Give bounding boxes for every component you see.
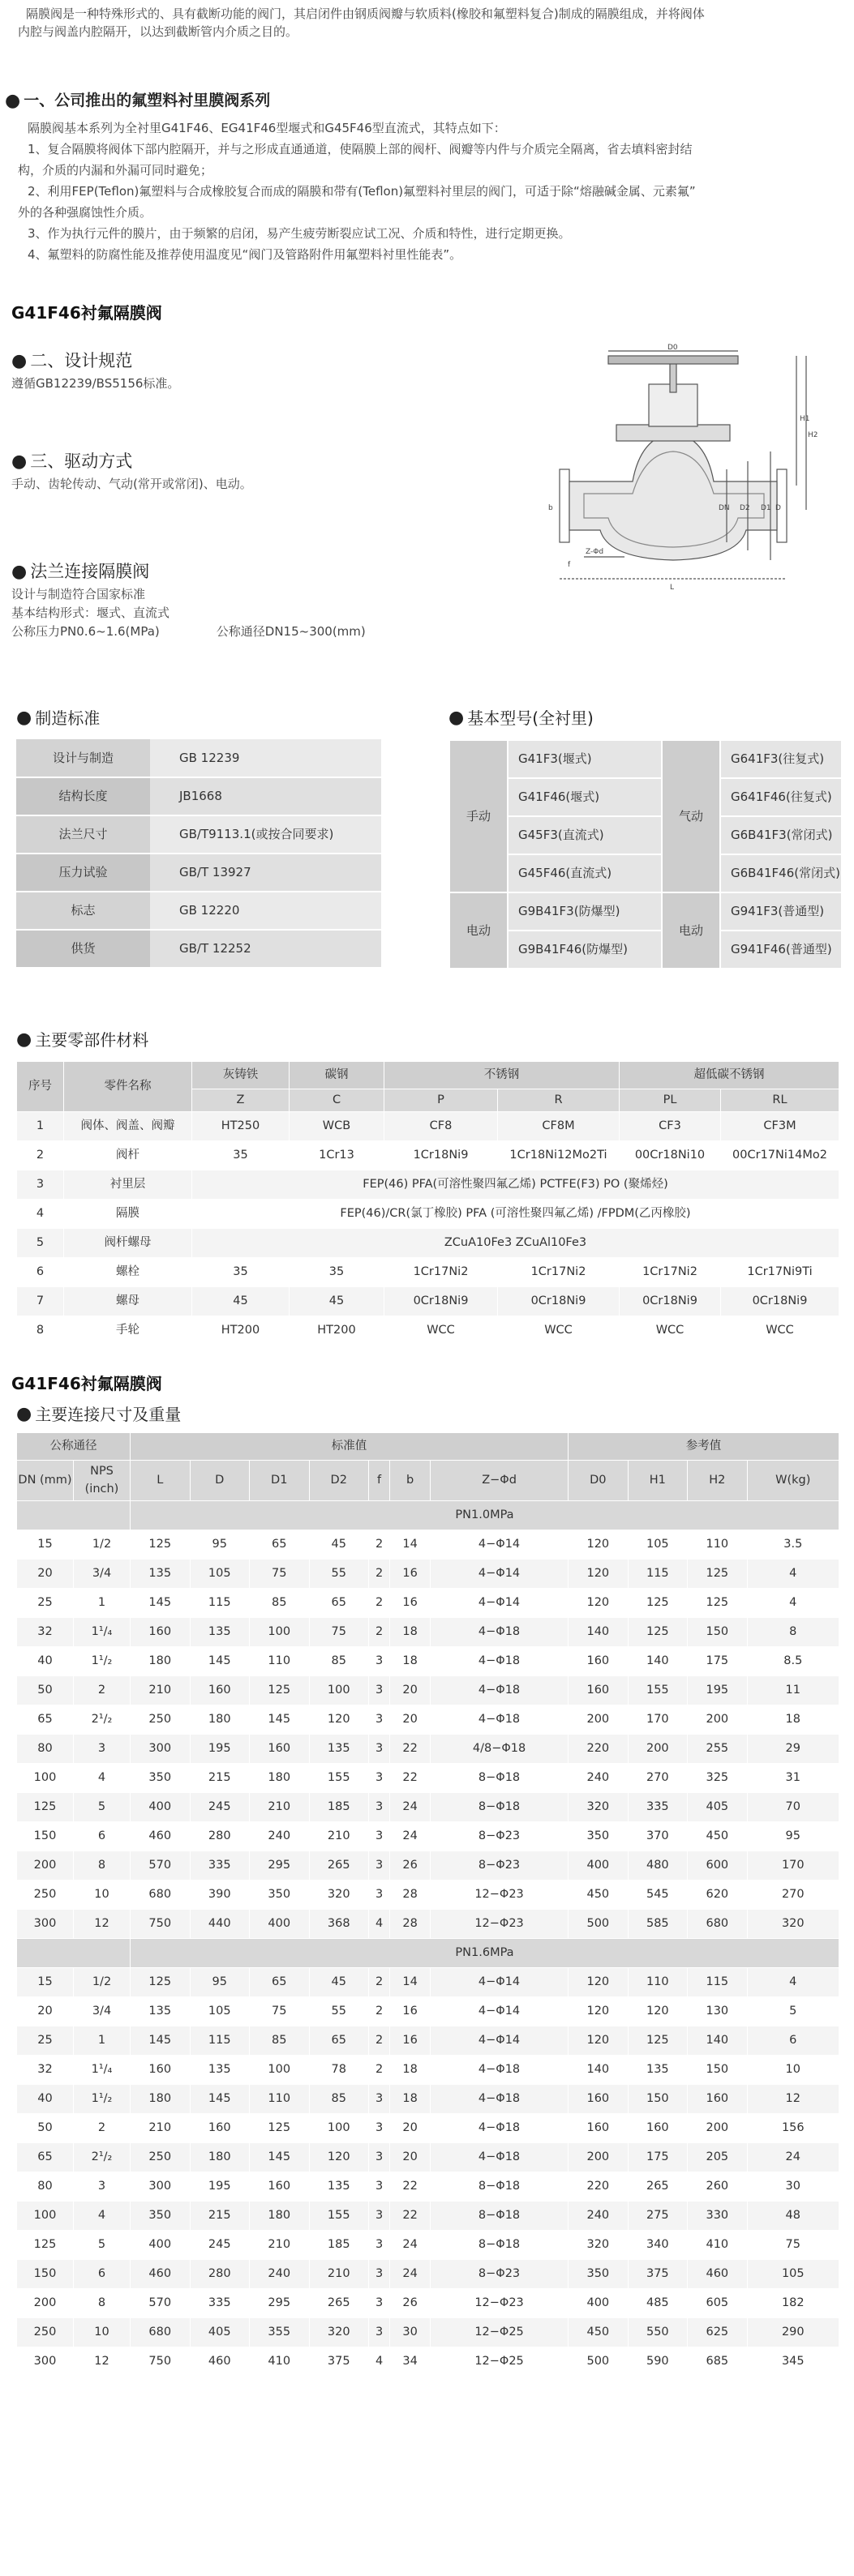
table-row: 25 1 145 115 85 65 2 16 4−Φ14 120 125 140 6 [17,2026,839,2056]
table-row: 32 1¹/₄ 160 135 100 78 2 18 4−Φ18 140 135 150 10 [17,2056,839,2085]
table-row: 设计与制造 GB 12239 [16,739,381,777]
table-row: 标志 GB 12220 [16,892,381,930]
table-row: 供货 GB/T 12252 [16,930,381,968]
label-dn: DN [719,504,730,512]
section-company-series-title: ● 一、公司推出的氟塑料衬里膜阀系列 [5,91,271,111]
design-text: 遵循GB12239/BS5156标准。 [11,376,180,391]
table-row: 法兰尺寸 GB/T9113.1(或按合同要求) [16,815,381,854]
table-row: 6 螺栓 35 35 1Cr17Ni2 1Cr17Ni2 1Cr17Ni2 1Cr17Ni9Ti [17,1258,839,1287]
model-title-2: G41F46衬氟隔膜阀 [11,1374,162,1393]
table-row: 20 3/4 135 105 75 55 2 16 4−Φ14 120 115 125 4 [17,1560,839,1589]
table-row: 15 1/2 125 95 65 45 2 14 4−Φ14 120 105 110 3.5 [17,1530,839,1560]
label-d0: D0 [667,344,678,352]
label-d2: D2 [740,504,750,512]
table-row: 压力试验 GB/T 13927 [16,854,381,892]
label-h1: H1 [800,415,810,423]
table-row: 32 1¹/₄ 160 135 100 75 2 18 4−Φ18 140 125 150 8 [17,1618,839,1647]
label-l: L [670,584,675,592]
table-row: 1 阀体、阀盖、阀瓣 HT250 WCB CF8 CF8M CF3 CF3M [17,1112,839,1141]
label-h2: H2 [808,431,818,439]
label-d: D [775,504,781,512]
table-row: 200 8 570 335 295 265 3 26 12−Φ23 400 485 605 182 [17,2289,839,2318]
table-row: 80 3 300 195 160 135 3 22 8−Φ18 220 265 260 30 [17,2172,839,2202]
table-row: 250 10 680 405 355 320 3 30 12−Φ25 450 550 625 290 [17,2318,839,2347]
table-row: 125 5 400 245 210 185 3 24 8−Φ18 320 335 405 70 [17,1793,839,1822]
table-row: 65 2¹/₂ 250 180 145 120 3 20 4−Φ18 200 170 200 18 [17,1705,839,1735]
table-row: 8 手轮 HT200 HT200 WCC WCC WCC WCC [17,1316,839,1346]
table-row: 25 1 145 115 85 65 2 16 4−Φ14 120 125 125 4 [17,1589,839,1618]
label-zd: Z-Φd [586,548,604,556]
table-row: 200 8 570 335 295 265 3 26 8−Φ23 400 480 600 170 [17,1851,839,1881]
standards-and-models [0,704,854,969]
table-row: 100 4 350 215 180 155 3 22 8−Φ18 240 275 330 48 [17,2202,839,2231]
table-row: 65 2¹/₂ 250 180 145 120 3 20 4−Φ18 200 175 205 24 [17,2143,839,2172]
table-row: 15 1/2 125 95 65 45 2 14 4−Φ14 120 110 115 4 [17,1968,839,1997]
models-table: 手动 G41F3(堰式) 气动 G641F3(往复式) G41F46(堰式) G641F46(往复式) G45F3(直流式) G6B41F3(常闭式) G45F46(直流式) G6B41F46(常闭式) 电动 G9B41F3(防爆型) 电动 G941F3(普通型) G9B41F46(防爆型) G941F46(普通型) [448,739,843,969]
table-row: 250 10 680 390 350 320 3 28 12−Φ23 450 545 620 270 [17,1881,839,1910]
table-row: 80 3 300 195 160 135 3 22 4/8−Φ18 220 200 255 29 [17,1735,839,1764]
table-row: 150 6 460 280 240 210 3 24 8−Φ23 350 375 460 105 [17,2260,839,2289]
table-row: 150 6 460 280 240 210 3 24 8−Φ23 350 370 450 95 [17,1822,839,1851]
section-company-series-body: 隔膜阀基本系列为全衬里G41F46、EG41F46型堰式和G45F46型直流式，其特点如下： 1、复合隔膜将阀体下部内腔隔开，并与之形成直通通道，使隔膜上部的阀杆、阀瓣等内件与介质完全隔离，省去填料密封结 构，介质的内漏和外漏可同时避免； 2、利用FEP(Teflon)氟塑料与合成橡胶复合而成的隔膜和带有(Teflon)氟塑料衬里层的阀门，可适于除“熔融碱金属、元素氟” 外的各种强腐蚀性介质。 3、作为执行元件的膜片，由于频繁的启闭，易产生疲劳断裂应试工况、介质和特性，进行定期更换。 4、氟塑料的防腐性能及推荐使用温度见“阀门及管路附件用氟塑料衬里性能表”。 [18,121,696,262]
spec-block [0,344,854,696]
intro-line: 隔膜阀是一种特殊形式的、具有截断功能的阀门，其启闭件由钢质阀瓣与软质料(橡胶和氟塑料复合)制成的隔膜组成，并将阀体 [26,6,705,21]
standards-title: ● 制造标准 [16,708,101,728]
label-b: b [548,504,553,512]
models-title: ● 基本型号(全衬里) [448,708,594,728]
table-row: 40 1¹/₂ 180 145 110 85 3 18 4−Φ18 160 140 175 8.5 [17,1647,839,1676]
dims-title: ● 主要连接尺寸及重量 [16,1404,182,1424]
table-row: 40 1¹/₂ 180 145 110 85 3 18 4−Φ18 160 150 160 12 [17,2085,839,2114]
table-row: 300 12 750 460 410 375 4 34 12−Φ25 500 590 685 345 [17,2347,839,2377]
flange-pressure: 公称压力PN0.6~1.6(MPa) 公称通径DN15~300(mm) [11,624,366,639]
intro-line: 内腔与阀盖内腔隔开，以达到截断管内介质之目的。 [18,24,298,39]
drive-text: 手动、齿轮传动、气动(常开或常闭)、电动。 [11,477,252,491]
table-row: 50 2 210 160 125 100 3 20 4−Φ18 160 160 200 156 [17,2114,839,2143]
model-title: G41F46衬氟隔膜阀 [11,303,162,323]
standards-table [16,739,381,969]
parts-table: 序号 零件名称 灰铸铁 碳钢 不锈钢 超低碳不锈钢 Z C P R PL RL 1 阀体、阀盖、阀瓣 HT250 WCB CF8 CF8M CF3 CF3M 2 阀杆 35 1Cr13 1Cr18Ni9 1Cr18Ni12Mo2Ti 00Cr18Ni10 00Cr17Ni14Mo2 3 衬里层 FEP(46) PFA(可溶性聚四氟乙烯) PCTFE(F3) PO (聚烯烃) 4 隔膜 FEP(46)/CR(氯丁橡胶) PFA (可溶性聚四氟乙烯) /FPDM(乙丙橡胶) 5 阀杆螺母 ZCuA10Fe3 ZCuAl10Fe3 6 螺栓 35 35 1Cr17Ni2 1Cr17Ni2 1Cr17Ni2 1Cr17Ni9Ti 7 螺母 45 45 0Cr18Ni9 0Cr18Ni9 0Cr18Ni9 0Cr18Ni9 8 手轮 HT200 HT200 WCC WCC WCC WCC [16,1061,839,1346]
label-d1: D1 [761,504,771,512]
table-row: 300 12 750 440 400 368 4 28 12−Φ23 500 585 680 320 [17,1910,839,1939]
table-row: 4 隔膜 FEP(46)/CR(氯丁橡胶) PFA (可溶性聚四氟乙烯) /FPDM(乙丙橡胶) [17,1200,839,1229]
table-row: 100 4 350 215 180 155 3 22 8−Φ18 240 270 325 31 [17,1764,839,1793]
dims-table: 公称通径 标准值 参考值 DN (mm) NPS (inch) L D D1 D2 f b Z−Φd D0 H1 H2 W(kg) PN1.0MPa 15 1/2 125 95 65 45 2 14 4−Φ14 120 105 110 3.5 20 3/4 135 105 75 55 2 16 4−Φ14 120 115 125 4 25 1 145 115 85 65 2 16 4−Φ14 120 125 125 4 32 1¹/₄ 160 135 100 75 2 18 4−Φ18 140 125 150 8 40 1¹/₂ 180 145 110 85 3 18 4−Φ18 160 140 175 8.5 50 2 210 160 125 100 3 20 4−Φ18 160 155 195 11 65 2¹/₂ 250 180 145 120 3 20 4−Φ18 200 170 200 18 80 3 300 195 160 135 3 22 4/8−Φ18 220 200 255 29 100 4 350 215 180 155 3 22 8−Φ18 240 270 325 31 125 5 400 245 210 185 3 24 8−Φ18 320 335 405 70 150 6 460 280 240 210 3 24 8−Φ23 350 370 450 95 200 8 570 335 295 265 3 26 8−Φ23 400 480 600 170 250 10 680 390 350 320 3 28 12−Φ23 450 545 620 270 300 12 750 440 400 368 4 28 12−Φ23 500 585 680 320 PN1.6MPa 15 1/2 125 95 65 45 2 14 4−Φ14 120 110 115 4 20 3/4 135 105 75 55 2 16 4−Φ14 120 120 130 5 25 1 145 115 85 65 2 16 4−Φ14 120 125 140 6 32 1¹/₄ 160 135 100 78 2 18 4−Φ18 140 135 150 10 40 1¹/₂ 180 145 110 85 3 18 4−Φ18 160 150 160 12 50 2 210 160 125 100 3 20 4−Φ18 160 160 200 156 65 2¹/₂ 250 180 145 120 3 20 4−Φ18 200 175 205 24 80 3 300 195 160 135 3 22 8−Φ18 220 265 260 30 100 4 350 215 180 155 3 22 8−Φ18 240 275 330 48 125 5 400 245 210 185 3 24 8−Φ18 320 340 410 75 150 6 460 280 240 210 3 24 8−Φ23 350 375 460 105 200 8 570 335 295 265 3 26 12−Φ23 400 485 605 182 250 10 680 405 355 320 3 30 12−Φ25 450 550 625 290 300 12 750 460 410 375 4 34 12−Φ25 500 590 685 345 [16,1432,839,2377]
table-row: 3 衬里层 FEP(46) PFA(可溶性聚四氟乙烯) PCTFE(F3) PO (聚烯烃) [17,1170,839,1200]
table-row: 7 螺母 45 45 0Cr18Ni9 0Cr18Ni9 0Cr18Ni9 0Cr18Ni9 [17,1287,839,1316]
valve-drawing [535,344,818,607]
pressure-band-row: PN1.0MPa [17,1501,839,1530]
intro [0,0,854,41]
table-row: 50 2 210 160 125 100 3 20 4−Φ18 160 155 195 11 [17,1676,839,1705]
table-row: 125 5 400 245 210 185 3 24 8−Φ18 320 340 410 75 [17,2231,839,2260]
pressure-band-row: PN1.6MPa [17,1939,839,1968]
parts-title: ● 主要零部件材料 [16,1029,149,1050]
flange-line: 设计与制造符合国家标准 [11,587,146,601]
label-f: f [568,561,571,569]
table-row: 结构长度 JB1668 [16,777,381,815]
table-row: 2 阀杆 35 1Cr13 1Cr18Ni9 1Cr18Ni12Mo2Ti 00Cr18Ni10 00Cr17Ni14Mo2 [17,1141,839,1170]
table-row: 5 阀杆螺母 ZCuA10Fe3 ZCuAl10Fe3 [17,1229,839,1258]
table-row: 20 3/4 135 105 75 55 2 16 4−Φ14 120 120 130 5 [17,1997,839,2026]
drive-title: ● 三、驱动方式 [11,451,133,472]
flange-title: ● 法兰连接隔膜阀 [11,561,150,582]
design-title: ● 二、设计规范 [11,350,133,371]
flange-line: 基本结构形式：堰式、直流式 [11,605,170,620]
